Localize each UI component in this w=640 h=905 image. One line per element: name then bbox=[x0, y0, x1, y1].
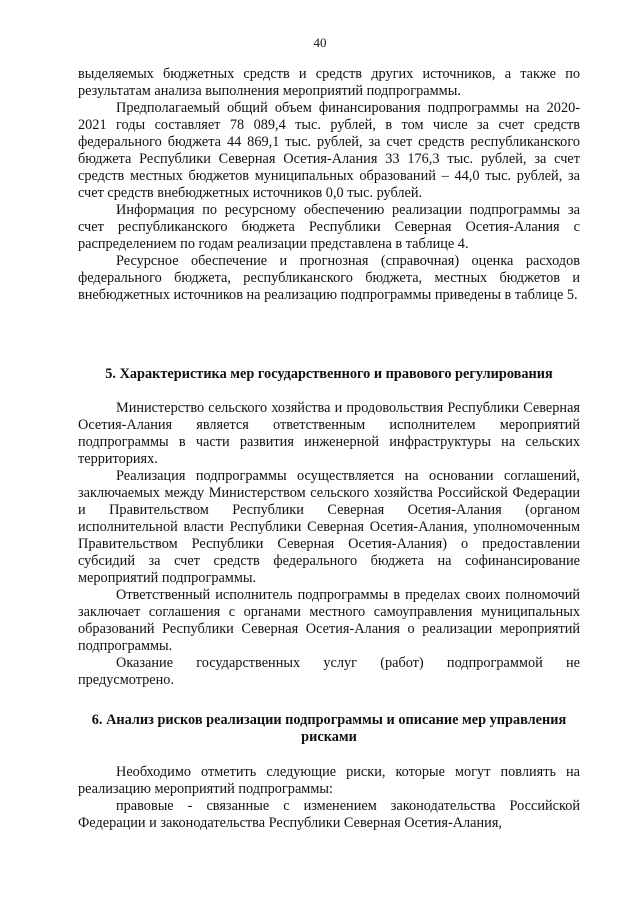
risks-section bbox=[78, 764, 580, 832]
paragraph-table4-reference: Информация по ресурсному обеспечению реализации подпрограммы за счет республиканского бюджета Республики Северная Осетия-Алания с распределением по годам реализации представлена в таблице 4. bbox=[78, 202, 580, 252]
paragraph-agreements: Реализация подпрограммы осуществляется на основании соглашений, заключаемых между Министерством сельского хозяйства Российской Федерации и Правительством Республики Северная Осетия-Алания (органом исполнительной власти Республики Северная Осетия-Алания, уполномоченным Правительством Республики Северная Осетия-Алания) о предоставлении субсидий за счет средств федерального бюджета на софинансирование мероприятий подпрограммы. bbox=[78, 468, 580, 586]
section-6-heading: 6. Анализ рисков реализации подпрограммы и описание мер управления рисками bbox=[91, 712, 567, 745]
paragraph-total-financing: Предполагаемый общий объем финансирования подпрограммы на 2020-2021 годы составляет 78 089,4 тыс. рублей, в том числе за счет средств федерального бюджета 44 869,1 тыс. рублей, за счет средств республиканского бюджета Республики Северная Осетия-Алания 33 176,3 тыс. рублей, за счет средств местных бюджетов муниципальных образований – 44,0 тыс. рублей, за счет средств внебюджетных источников 0,0 тыс. рублей. bbox=[78, 100, 580, 201]
section-5-heading: 5. Характеристика мер государственного и правового регулирования bbox=[105, 366, 553, 382]
financing-section bbox=[78, 66, 580, 304]
page-number: 40 bbox=[313, 35, 327, 50]
paragraph-legal-risks: правовые - связанные с изменением законодательства Российской Федерации и законодательства Республики Северная Осетия-Алания, bbox=[78, 798, 580, 831]
paragraph-responsible-executor: Министерство сельского хозяйства и продовольствия Республики Северная Осетия-Алания является ответственным исполнителем мероприятий подпрограммы в части развития инженерной инфраструктуры на сельских территориях. bbox=[78, 400, 580, 467]
regulation-section bbox=[78, 400, 580, 689]
paragraph-public-services: Оказание государственных услуг (работ) подпрограммой не предусмотрено. bbox=[78, 655, 580, 688]
paragraph-risks-intro: Необходимо отметить следующие риски, которые могут повлиять на реализацию мероприятий подпрограммы: bbox=[78, 764, 580, 797]
paragraph-local-agreements: Ответственный исполнитель подпрограммы в пределах своих полномочий заключает соглашения с органами местного самоуправления муниципальных образований Республики Северная Осетия-Алания о реализации мероприятий подпрограммы. bbox=[78, 587, 580, 654]
paragraph-continuation: выделяемых бюджетных средств и средств других источников, а также по результатам анализа выполнения мероприятий подпрограммы. bbox=[78, 66, 580, 99]
paragraph-table5-reference: Ресурсное обеспечение и прогнозная (справочная) оценка расходов федерального бюджета, республиканского бюджета, местных бюджетов и внебюджетных источников на реализацию подпрограммы приведены в таблице 5. bbox=[78, 253, 580, 303]
